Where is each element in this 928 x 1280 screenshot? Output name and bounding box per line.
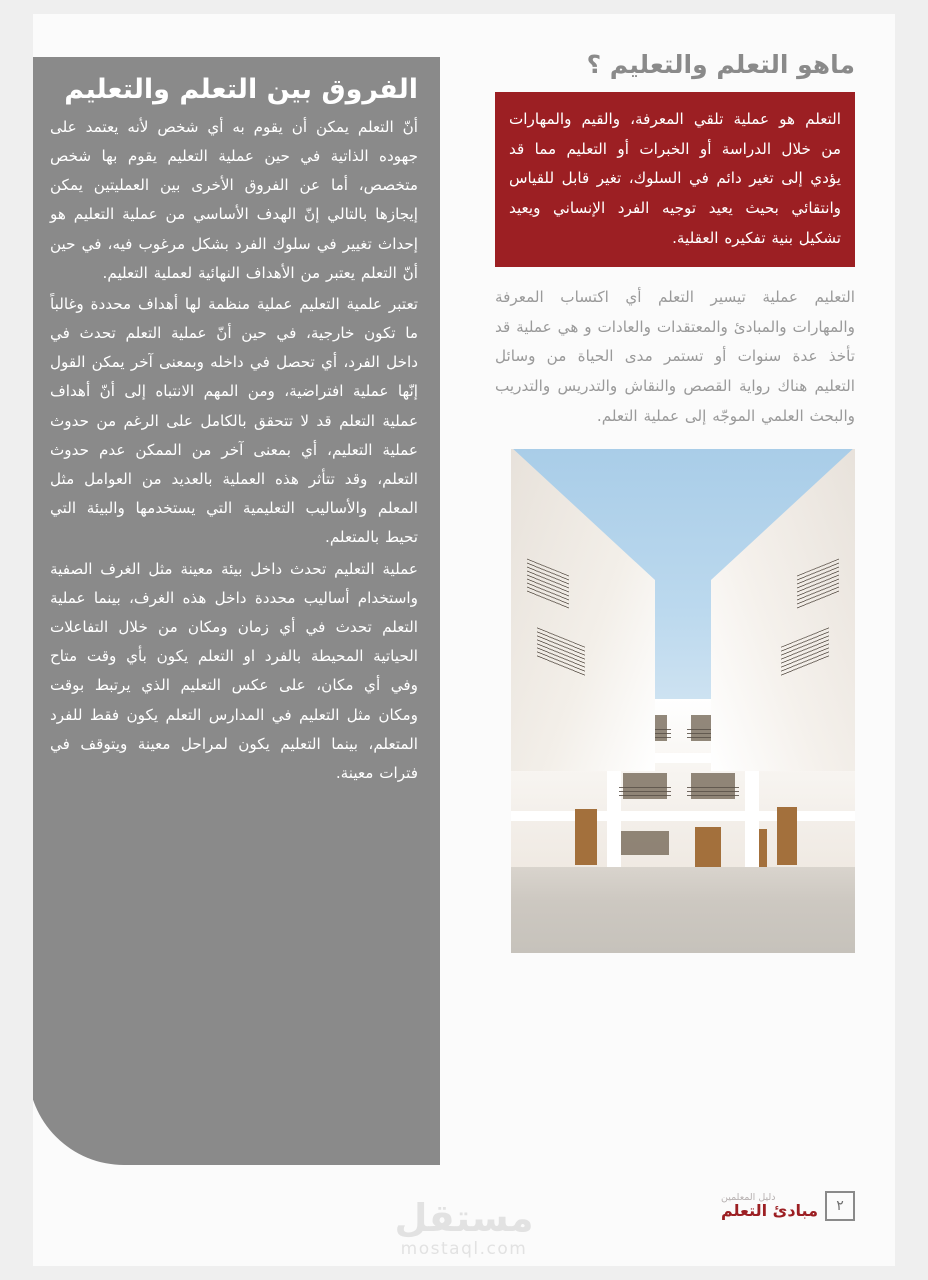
left-paragraph-1: أنّ التعلم يمكن أن يقوم به أي شخص لأنه يعتمد على جهوده الذاتية في حين عملية التعليم يقوم بها شخص متخصص، أما عن الفروق الأخرى بين العمليتين يمكن إيجازها بالتالي إنّ الهدف الأساسي من عملية التعليم هو إحداث تغيير في سلوك الفرد بشكل مرغوب فيه، في حين أنّ التعلم يعتبر من الأهداف النهائية لعملية التعليم. — [50, 117, 418, 282]
red-callout-box: التعلم هو عملية تلقي المعرفة، والقيم والمهارات من خلال الدراسة أو الخبرات أو التعليم مما قد يؤدي إلى تغير دائم في السلوك، تغير قابل للقياس وانتقائي بحيث يعيد توجيه الفرد الإنساني ويعيد تشكيل بنية تفكيره العقلية. — [495, 92, 855, 267]
body-paragraph: التعليم عملية تيسير التعلم أي اكتساب المعرفة والمهارات والمبادئ والمعتقدات والعادات و هي عملية قد تأخذ عدة سنوات أو تستمر مدى الحياة من وسائل التعليم هناك رواية القصص والنقاش والتدريس والتدريب والبحث العلمي الموجّه إلى عملية التعلم. — [495, 288, 855, 425]
section-heading: ماهو التعلم والتعليم ؟ — [586, 50, 855, 79]
footer — [721, 1191, 855, 1221]
left-paragraph-3: عملية التعليم تحدث داخل بيئة معينة مثل الغرف الصفية واستخدام أساليب محددة داخل هذه الغرف، بينما عملية التعلم تحدث في أي زمان ومكان من خلال التفاعلات الحياتية المحيطة بالفرد او التعلم يكون بأي وقت متاح وفي أي مكان، على عكس التعليم الذي يرتبط بوقت ومكان مثل التعليم في المدارس التعلم يكون فقط للفرد المتعلم، بينما التعليم يكون لمراحل معينة ويتوقف في فترات معينة. — [50, 559, 418, 782]
photo-courtyard-floor — [511, 867, 855, 953]
photo-door — [695, 827, 721, 871]
courtyard-photo — [511, 449, 855, 953]
watermark-latin: mostaql.com — [400, 1238, 528, 1259]
photo-floor-line — [511, 811, 855, 821]
photo-door — [575, 809, 597, 865]
left-panel-title: الفروق بين التعلم والتعليم — [64, 74, 418, 105]
footer-subtitle: دليل المعلمين — [720, 1191, 776, 1203]
page-sheet — [33, 14, 895, 1266]
photo-window — [621, 831, 669, 855]
right-content-column — [495, 50, 855, 953]
page-number-box: ٢ — [825, 1191, 855, 1221]
photo-railing — [619, 787, 671, 799]
footer-labels — [721, 1193, 818, 1220]
photo-door — [747, 829, 767, 871]
photo-railing — [687, 787, 739, 799]
photo-door — [777, 807, 797, 865]
footer-title: مبادئ التعلم — [720, 1200, 818, 1220]
left-paragraph-2: تعتبر علمية التعليم عملية منظمة لها أهداف محددة وغالباً ما تكون خارجية، في حين أنّ عملية التعلم تحدث في داخل الفرد، أي تحصل في داخله وبمعنى آخر يمكن القول إنّها عملية افتراضية، ومن المهم الانتباه إلى أنّ أهداف عملية التعلم قد لا تتحقق بالكامل على الرغم من حدوث عملية التعليم، أي بمعنى آخر من الممكن عدم حدوث التعلم، وقد تتأثر هذه العملية بالعديد من العوامل مثل المعلم والأساليب التعليمية التي يستخدمها والبيئة التي تحيط بالمتعلم. — [50, 294, 418, 547]
left-gray-panel — [33, 57, 440, 1165]
watermark-arabic: مستقل — [394, 1195, 534, 1240]
mostaql-watermark — [394, 1195, 534, 1263]
